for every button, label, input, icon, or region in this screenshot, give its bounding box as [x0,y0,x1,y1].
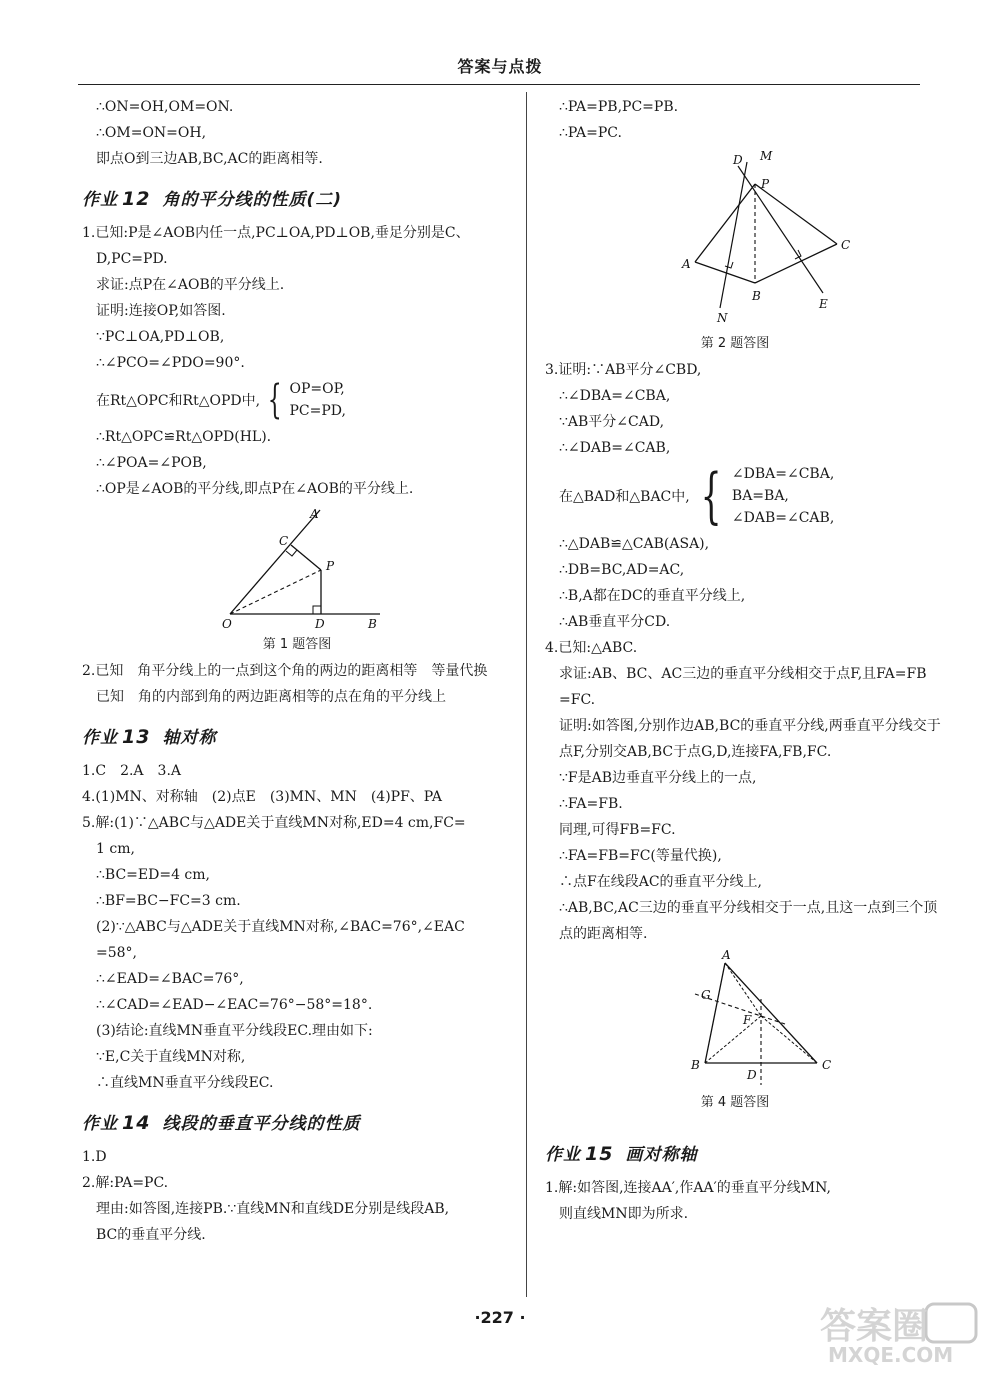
fig1-label-C: C [279,534,289,548]
figure-q1-diagram [82,504,512,629]
q2-line-1: 2.已知 角平分线上的一点到这个角的两边的距离相等 等量代换 [82,663,488,679]
hw13-line-11: (3)结论:直线MN垂直平分线段EC.理由如下: [96,1023,373,1039]
q1-line-9: ∴OP是∠AOB的平分线,即点P在∠AOB的平分线上. [96,481,414,497]
fig1-label-A: A [310,507,319,521]
watermark-logo [818,1302,988,1366]
section-number: 15 [585,1143,614,1165]
q3-equation-system [545,463,925,529]
hw14-line-1: 1.D [82,1149,107,1165]
hw13-line-8: =58°, [96,945,137,961]
q1-line-6: ∴∠PCO=∠PDO=90°. [96,355,245,371]
hw13-line-2: 4.(1)MN、对称轴 (2)点E (3)MN、MN (4)PF、PA [82,789,443,805]
q3-line-2: ∴∠DBA=∠CBA, [559,388,671,404]
watermark-url: MXQE.COM [828,1343,954,1366]
q3-system-prefix: 在△BAD和△BAC中, [559,489,690,505]
section-label: 作业 [82,190,118,210]
q4-line-2: 求证:AB、BC、AC三边的垂直平分线相交于点F,且FA=FB [559,666,927,682]
q3-line-8: ∴AB垂直平分CD. [559,614,671,630]
page-header: 答案与点拨 [457,57,543,76]
section-title: 画对称轴 [625,1145,698,1165]
q1-line-2: D,PC=PD. [96,251,168,267]
fig4-label-D: D [747,1068,757,1082]
brace-symbol: { [700,461,722,531]
q3-system-eq-2: BA=BA, [731,488,789,504]
q4-line-9: ∴FA=FB=FC(等量代换), [559,848,722,864]
fig4-label-F: F [743,1013,752,1027]
hw14-line-4: BC的垂直平分线. [96,1227,206,1243]
q3-system-eq-1: ∠DBA=∠CBA, [731,466,835,482]
hw13-line-13: ∴直线MN垂直平分线段EC. [96,1075,274,1091]
fig1-label-D: D [315,617,325,629]
figure-q4-diagram [545,949,925,1087]
fig2-label-N: N [717,311,728,325]
hw13-line-10: ∴∠CAD=∠EAD−∠EAC=76°−58°=18°. [96,997,373,1013]
fig4-label-B: B [691,1058,700,1072]
q4-line-11: ∴AB,BC,AC三边的垂直平分线相交于一点,且这一点到三个顶 [559,900,938,916]
q2-line-2: 已知 角的内部到角的两边距离相等的点在角的平分线上 [96,689,446,705]
hw13-line-4: 1 cm, [96,841,135,857]
q1-system-eq-2: PC=PD, [289,403,346,419]
q3-line-6: ∴DB=BC,AD=AC, [559,562,685,578]
fig2-label-D: D [733,153,743,167]
hw13-line-6: ∴BF=BC−FC=3 cm. [96,893,241,909]
q3-system-eq-3: ∠DAB=∠CAB, [731,510,835,526]
q4-line-8: 同理,可得FB=FC. [559,822,676,838]
section-label: 作业 [82,728,118,748]
section-heading-hw15 [545,1140,925,1165]
q1-line-3: 求证:点P在∠AOB的平分线上. [96,277,285,293]
fig4-label-G: G [701,988,711,1002]
section-heading-hw13 [82,723,512,748]
fig1-label-O: O [222,617,232,629]
q3-line-3: ∵AB平分∠CAD, [559,414,665,430]
left-column [82,96,512,1250]
q4-line-7: ∴FA=FB. [559,796,623,812]
q3-line-5: ∴△DAB≌△CAB(ASA), [559,536,710,552]
fig4-caption: 第 4 题答图 [700,1095,770,1110]
hw14-line-3: 理由:如答图,连接PB.∵直线MN和直线DE分别是线段AB, [96,1201,450,1217]
intro-line-2: ∴OM=ON=OH, [96,125,207,141]
right-top-line-1: ∴PA=PB,PC=PB. [559,99,679,115]
section-number: 12 [122,188,151,210]
q4-line-5: 点F,分别交AB,BC于点G,D,连接FA,FB,FC. [559,744,832,760]
fig2-caption: 第 2 题答图 [700,336,770,351]
q1-system-eq-1: OP=OP, [289,381,345,397]
section-label: 作业 [545,1145,581,1165]
q3-line-7: ∴B,A都在DC的垂直平分线上, [559,588,746,604]
fig1-label-B: B [368,617,377,629]
section-number: 13 [122,726,151,748]
fig1-label-P: P [326,559,335,573]
q4-line-12: 点的距离相等. [559,926,648,942]
q3-line-4: ∴∠DAB=∠CAB, [559,440,671,456]
fig2-label-M: M [760,149,773,163]
q1-line-5: ∵PC⊥OA,PD⊥OB, [96,329,225,345]
fig2-label-A: A [682,257,691,271]
fig2-label-B: B [752,289,761,303]
brace-symbol: { [267,377,282,423]
hw13-line-5: ∴BC=ED=4 cm, [96,867,210,883]
hw13-line-1: 1.C 2.A 3.A [82,763,182,779]
section-heading-hw14 [82,1109,512,1134]
section-title: 轴对称 [162,728,217,748]
fig2-label-C: C [841,238,851,252]
hw13-line-3: 5.解:(1)∵△ABC与△ADE关于直线MN对称,ED=4 cm,FC= [82,815,466,831]
fig4-label-C: C [822,1058,832,1072]
fig4-label-A: A [722,949,731,962]
fig2-label-E: E [819,297,828,311]
intro-line-3: 即点O到三边AB,BC,AC的距离相等. [96,151,323,167]
right-top-line-2: ∴PA=PC. [559,125,622,141]
hw15-line-1: 1.解:如答图,连接AA′,作AA′的垂直平分线MN, [545,1180,831,1196]
q4-line-1: 4.已知:△ABC. [545,640,638,656]
right-column [545,96,941,1229]
hw13-line-12: ∵E,C关于直线MN对称, [96,1049,246,1065]
hw13-line-9: ∴∠EAD=∠BAC=76°, [96,971,244,987]
q1-line-8: ∴∠POA=∠POB, [96,455,207,471]
header-rule [78,84,920,85]
q1-line-4: 证明:连接OP,如答图. [96,303,226,319]
section-heading-hw12 [82,185,512,210]
hw15-line-2: 则直线MN即为所求. [559,1206,689,1222]
hw13-line-7: (2)∵△ABC与△ADE关于直线MN对称,∠BAC=76°,∠EAC [96,919,465,935]
section-number: 14 [122,1112,151,1134]
fig2-label-P: P [761,177,770,191]
q1-equation-system [82,378,512,422]
q1-line-7: ∴Rt△OPC≌Rt△OPD(HL). [96,429,272,445]
fig1-caption: 第 1 题答图 [262,637,332,652]
intro-line-1: ∴ON=OH,OM=ON. [96,99,234,115]
q1-system-prefix: 在Rt△OPC和Rt△OPD中, [96,393,261,409]
q4-line-4: 证明:如答图,分别作边AB,BC的垂直平分线,两垂直平分线交于 [559,718,941,734]
page-number: ·227 · [474,1308,526,1327]
watermark-text: 答案圈 [820,1306,929,1347]
section-title: 线段的垂直平分线的性质 [162,1114,361,1134]
section-label: 作业 [82,1114,118,1134]
figure-q2-diagram [545,148,925,328]
q4-line-10: ∴点F在线段AC的垂直平分线上, [559,874,762,890]
q4-line-6: ∵F是AB边垂直平分线上的一点, [559,770,757,786]
section-title: 角的平分线的性质(二) [162,190,342,210]
column-divider [526,92,527,1297]
q4-line-3: =FC. [559,692,596,708]
q1-line-1: 1.已知:P是∠AOB内任一点,PC⊥OA,PD⊥OB,垂足分别是C、 [82,225,470,241]
q3-line-1: 3.证明:∵AB平分∠CBD, [545,362,702,378]
hw14-line-2: 2.解:PA=PC. [82,1175,169,1191]
